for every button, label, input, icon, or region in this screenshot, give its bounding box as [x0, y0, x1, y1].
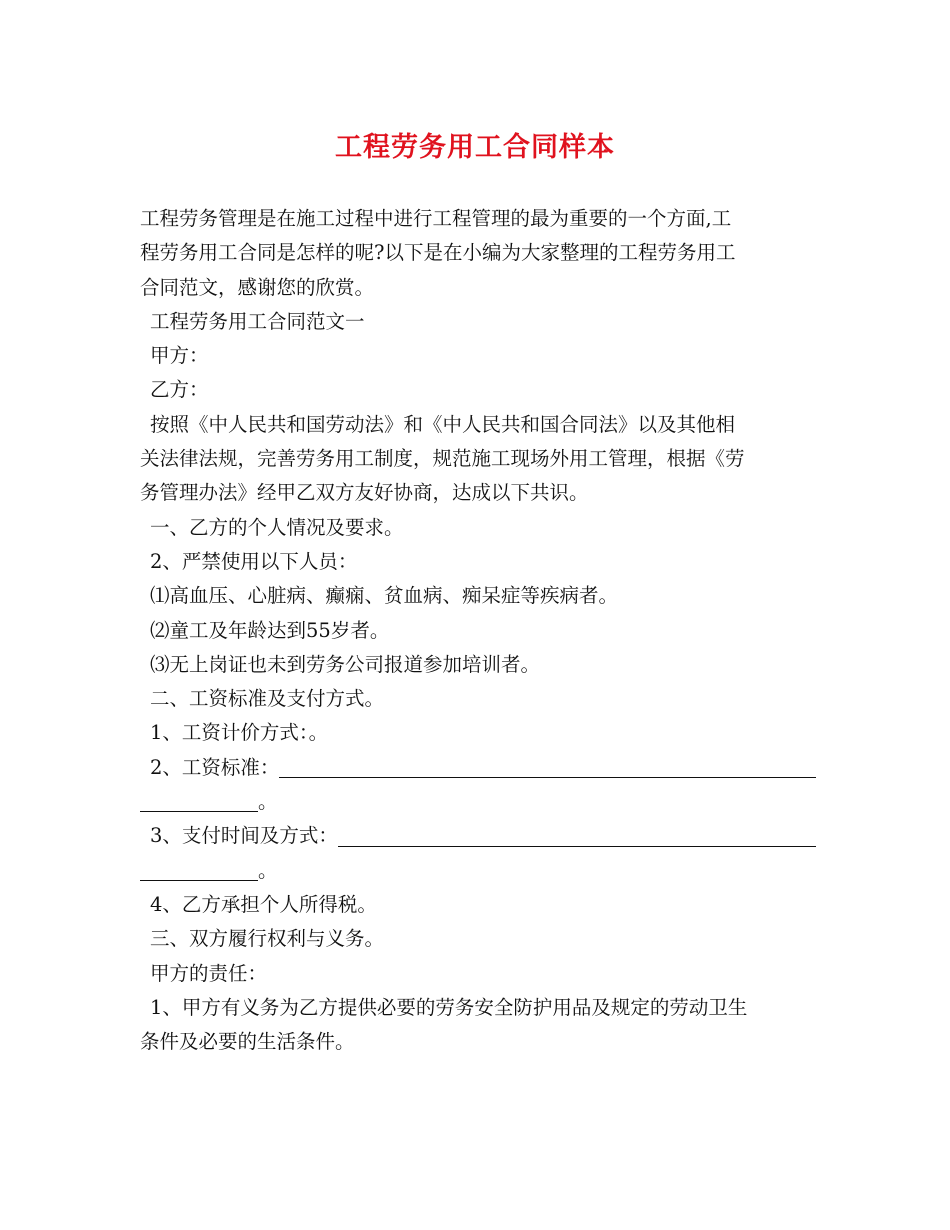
preamble-line-3: 务管理办法》经甲乙双方友好协商，达成以下共识。 [140, 481, 589, 505]
party-b-label: 乙方： [150, 378, 209, 402]
section-2-heading: 二、工资标准及支付方式。 [150, 687, 385, 711]
payment-time-end: 。 [258, 858, 278, 882]
wage-standard-end: 。 [258, 790, 278, 814]
section-1-sub-3: ⑶无上岗证也未到劳务公司报道参加培训者。 [150, 652, 541, 676]
payment-time-blank [338, 846, 816, 847]
wage-standard-blank [279, 777, 816, 778]
wage-standard-blank-tail [140, 811, 258, 812]
duty-1-line-2: 条件及必要的生活条件。 [140, 1030, 355, 1054]
wage-standard-continuation [140, 785, 816, 819]
preamble-line-2: 关法律法规，完善劳务用工制度，规范施工现场外用工管理，根据《劳 [140, 447, 745, 471]
document-body [140, 202, 816, 1059]
intro-line-1: 工程劳务管理是在施工过程中进行工程管理的最为重要的一个方面,工 [140, 207, 732, 230]
section-3-heading: 三、双方履行权利与义务。 [150, 927, 385, 951]
document-title: 工程劳务用工合同样本 [335, 132, 615, 163]
section-1-heading: 一、乙方的个人情况及要求。 [150, 515, 404, 539]
sample-heading: 工程劳务用工合同范文一 [150, 309, 365, 333]
section-2-item-4: 4、乙方承担个人所得税。 [150, 892, 377, 916]
wage-standard-label: 2、工资标准： [150, 755, 280, 779]
payment-time-continuation [140, 854, 816, 888]
section-2-item-1: 1、工资计价方式：。 [150, 721, 329, 745]
payment-time-field [140, 819, 816, 853]
intro-line-3: 合同范文，感谢您的欣赏。 [140, 275, 375, 299]
section-1-sub-2: ⑵童工及年龄达到55岁者。 [150, 618, 390, 642]
intro-line-2: 程劳务用工合同是怎样的呢?以下是在小编为大家整理的工程劳务用工 [140, 241, 736, 265]
party-a-label: 甲方： [150, 344, 209, 368]
payment-time-label: 3、支付时间及方式： [150, 824, 338, 848]
preamble-line-1: 按照《中人民共和国劳动法》和《中人民共和国合同法》以及其他相 [150, 412, 736, 436]
duty-1-line-1: 1、甲方有义务为乙方提供必要的劳务安全防护用品及规定的劳动卫生 [150, 995, 748, 1019]
section-1-sub-1: ⑴高血压、心脏病、癫痫、贫血病、痴呆症等疾病者。 [150, 584, 619, 608]
payment-time-blank-tail [140, 880, 258, 881]
section-1-item-2: 2、严禁使用以下人员： [150, 549, 358, 573]
wage-standard-field [140, 751, 816, 785]
party-a-duties-heading: 甲方的责任： [150, 961, 268, 985]
